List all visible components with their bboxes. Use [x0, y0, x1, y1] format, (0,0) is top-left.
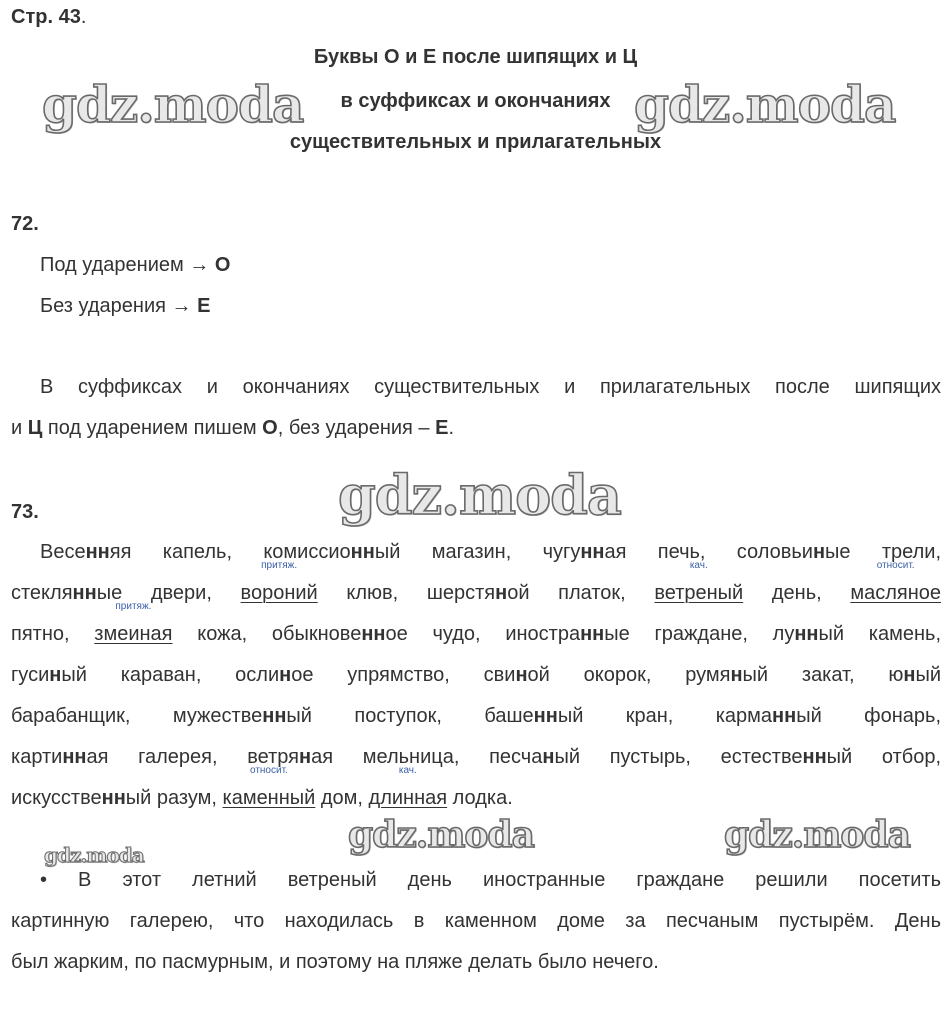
conclusion-line-2 [11, 408, 941, 449]
word-part: ый кран, карма [557, 705, 773, 727]
rule-stressed [40, 254, 230, 277]
word-list-line-3 [11, 601, 942, 655]
word-part: ые трели, [825, 541, 941, 563]
suffix-letters: н [730, 664, 743, 686]
word-part: клюв, шерстя [317, 582, 496, 604]
word-text: каменный [222, 787, 316, 809]
title-line-1: Буквы О и Е после шипящих и Ц [313, 46, 638, 68]
word-part: ая печь, соловьи [604, 541, 813, 563]
word-part: стекля [11, 582, 73, 604]
rule-unstressed-letter: Е [197, 295, 211, 317]
word-part: ый караван, осли [61, 664, 280, 686]
suffix-letters: нн [802, 746, 827, 768]
word-list-line-1 [11, 532, 941, 573]
word-list-line-7 [11, 765, 941, 819]
word-part: барабанщик, мужестве [11, 705, 263, 727]
word-part: ой окорок, румя [527, 664, 731, 686]
word-part: ый закат, ю [742, 664, 904, 686]
suffix-letters: нн [533, 705, 558, 727]
suffix-letters: нн [361, 623, 386, 645]
rule-stressed-letter: О [214, 254, 231, 276]
word-part: дом, [315, 787, 369, 809]
word-part: день, [743, 582, 851, 604]
suffix-letters: нн [350, 541, 375, 563]
text-fragment: . [448, 417, 455, 439]
annotation-relative: относит. [876, 560, 915, 571]
underlined-word [94, 601, 173, 655]
suffix-letters: нн [262, 705, 287, 727]
word-part: ый фонарь, [796, 705, 942, 727]
text-fragment: , без ударения – [277, 417, 436, 439]
word-part: ой платок, [507, 582, 655, 604]
word-part: ая галерея, ветря [86, 746, 299, 768]
watermark: gdz.moda [634, 75, 896, 134]
word-part: карти [11, 746, 63, 768]
suffix-letters: н [515, 664, 528, 686]
word-text: длинная [368, 787, 448, 809]
annotation-possessive: притяж. [115, 601, 152, 612]
word-part: яя капель, комиссио [109, 541, 351, 563]
sentence-line-3: был жарким, по пасмурным, и поэтому на пляже делать было нечего. [11, 951, 659, 973]
sentence-line-2: картинную галерею, что находилась в каменном доме за песчаным пустырём. День [11, 910, 941, 932]
word-part: ые граждане, лу [604, 623, 795, 645]
word-part: ый камень, [818, 623, 942, 645]
suffix-letters: н [812, 541, 826, 563]
word-part: ые двери, [96, 582, 241, 604]
word-text: змеиная [94, 623, 173, 645]
suffix-letters: нн [794, 623, 819, 645]
word-list [11, 532, 941, 819]
page-label [11, 6, 86, 29]
word-part: пятно, [11, 623, 95, 645]
word-part: ая мельница, песча [311, 746, 543, 768]
text-fragment: под ударением пишем [42, 417, 263, 439]
watermark: gdz.moda [348, 814, 534, 856]
word-part: искусстве [11, 787, 102, 809]
word-text: вороний [240, 582, 318, 604]
suffix-letters: н [542, 746, 555, 768]
word-part: ый поступок, баше [286, 705, 534, 727]
annotation-relative: относит. [249, 765, 288, 776]
word-part: лодка. [447, 787, 513, 809]
bold-letter: Ц [27, 417, 43, 439]
suffix-letters: н [279, 664, 292, 686]
suffix-letters: нн [772, 705, 797, 727]
watermark: gdz.moda [42, 75, 304, 134]
word-part: гуси [11, 664, 50, 686]
word-part: кожа, обыкнове [172, 623, 362, 645]
rule-unstressed-text: Без ударения → [40, 295, 198, 317]
word-part: ый разум, [125, 787, 223, 809]
word-list-line-6 [11, 737, 941, 778]
suffix-letters: нн [85, 541, 110, 563]
page-label-dot: . [80, 6, 87, 28]
sentence-line-1: • В этот летний ветреный день иностранные граждане решили посетить [40, 869, 941, 891]
word-part: ый [915, 664, 941, 686]
word-part: ый магазин, чугу [374, 541, 581, 563]
underlined-word [850, 560, 941, 614]
text-fragment: и [11, 417, 28, 439]
title-line-3: существительных и прилагательных [289, 131, 662, 153]
watermark: gdz.moda [724, 814, 910, 856]
word-part: ый отбор, [826, 746, 942, 768]
exercise-72-number: 72. [11, 213, 39, 235]
word-list-line-4 [11, 655, 941, 696]
watermark: gdz.moda [338, 463, 621, 527]
underlined-word [222, 765, 316, 819]
suffix-letters: нн [580, 623, 605, 645]
suffix-letters: нн [580, 541, 605, 563]
bold-letter: О [262, 417, 278, 439]
suffix-letters: н [299, 746, 312, 768]
suffix-letters: нн [72, 582, 97, 604]
word-part: ое упрямство, сви [291, 664, 516, 686]
example-sentence [11, 860, 941, 983]
suffix-letters: нн [62, 746, 87, 768]
bold-letter: Е [435, 417, 449, 439]
suffix-letters: н [903, 664, 916, 686]
exercise-73-number: 73. [11, 501, 39, 523]
word-text: ветреный [654, 582, 744, 604]
word-part: ый пустырь, естестве [554, 746, 803, 768]
word-text: масляное [850, 582, 941, 604]
word-part: Весе [40, 541, 86, 563]
rule-unstressed [40, 295, 210, 318]
page-label-text: Стр. 43 [11, 6, 81, 28]
underlined-word [654, 560, 744, 614]
rule-stressed-text: Под ударением → [40, 254, 215, 276]
word-part: ое чудо, иностра [385, 623, 581, 645]
annotation-qualitative: кач. [398, 765, 417, 776]
annotation-possessive: притяж. [261, 560, 298, 571]
conclusion-line-1: В суффиксах и окончаниях существительных и прилагательных после шипящих [40, 376, 941, 398]
underlined-word [368, 765, 448, 819]
title-line-2: в суффиксах и окончаниях [340, 90, 611, 112]
suffix-letters: нн [101, 787, 126, 809]
suffix-letters: н [495, 582, 508, 604]
suffix-letters: н [49, 664, 62, 686]
word-list-line-5 [11, 696, 941, 737]
underlined-word [240, 560, 318, 614]
rule-conclusion [11, 367, 941, 449]
watermark: gdz.moda [44, 843, 144, 867]
annotation-qualitative: кач. [689, 560, 708, 571]
